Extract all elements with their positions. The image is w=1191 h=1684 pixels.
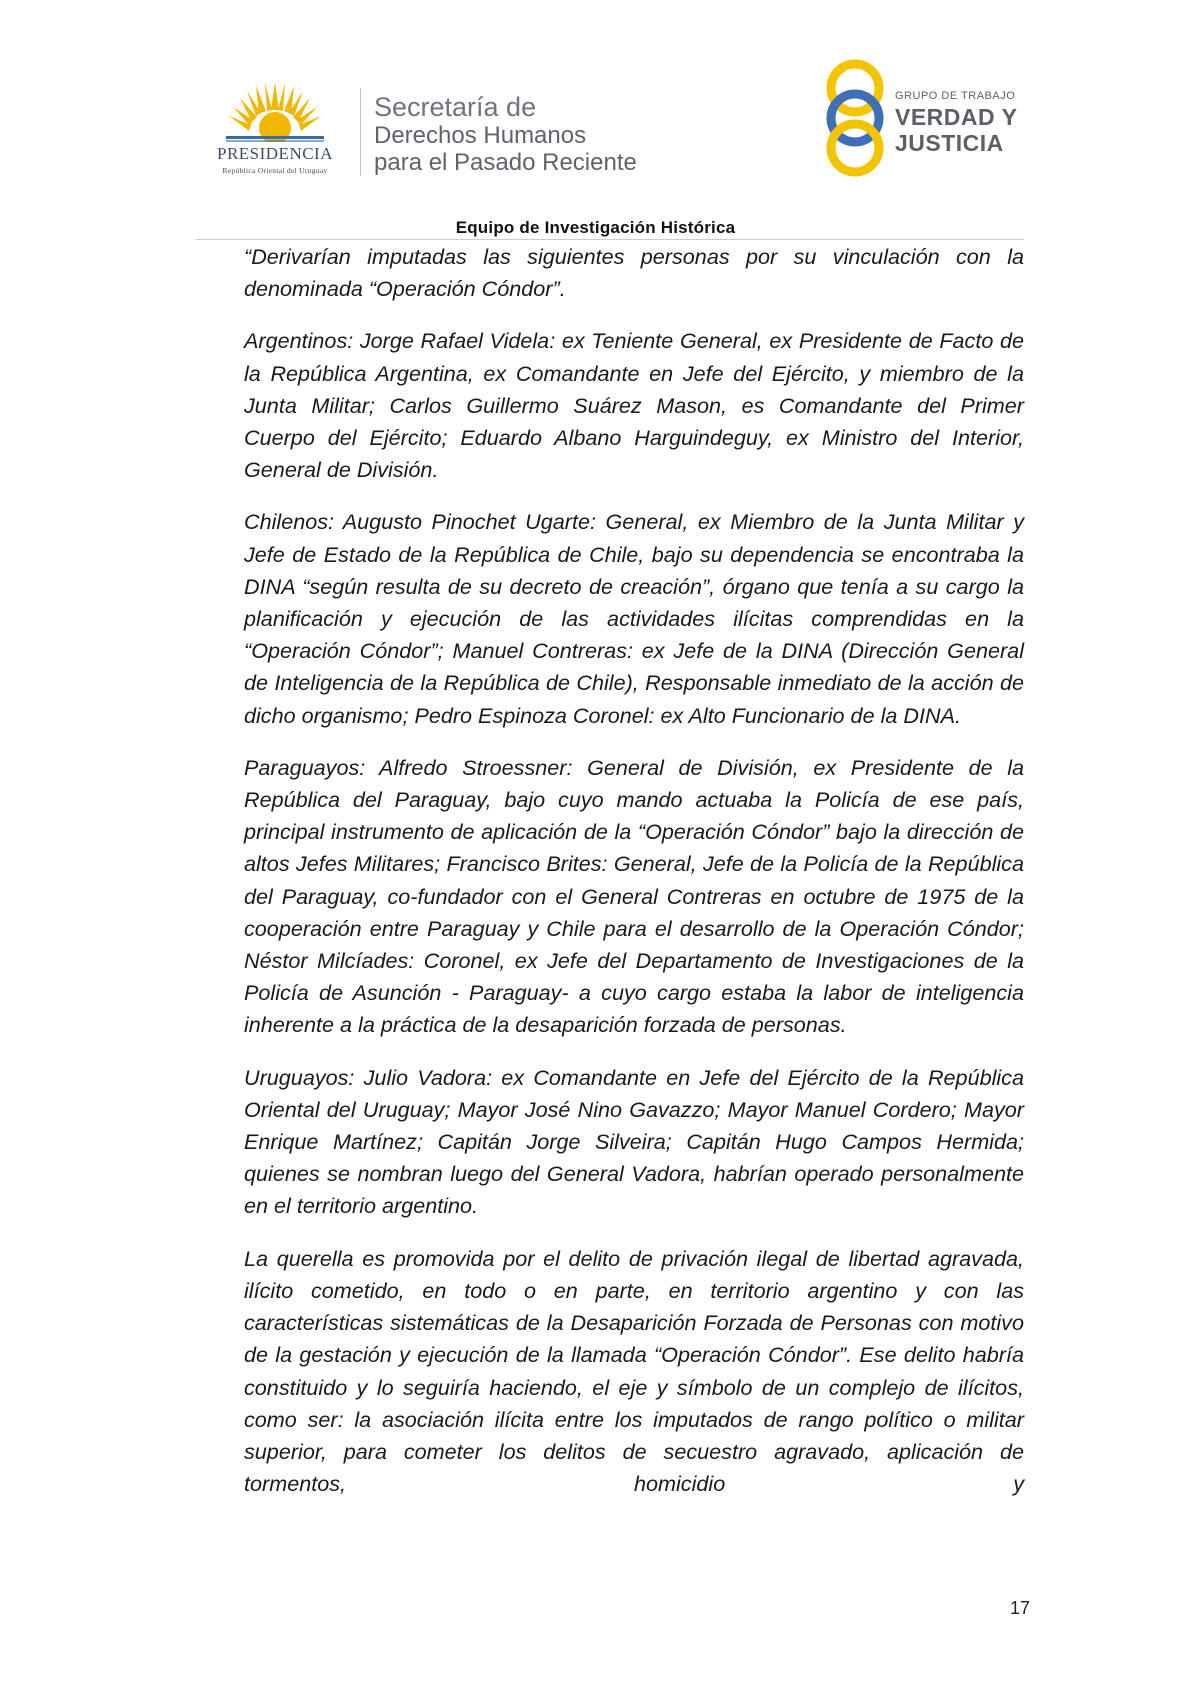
paragraph-paraguayos: Paraguayos: Alfredo Stroessner: General de División, ex Presidente de la República del Paraguay, bajo cuyo mando actuaba la Policía de ese país, principal instrumento de aplicación de la “Operación Cóndor” bajo la dirección de altos Jefes Militares; Francisco Brites: General, Jefe de la Policía de la República del Paraguay, co-fundador con el General Contreras en octubre de 1975 de la cooperación entre Paraguay y Chile para el desarrollo de la Operación Cóndor; Néstor Milcíades: Coronel, ex Jefe del Departamento de Investigaciones de la Policía de Asunción - Paraguay- a cuyo cargo estaba la labor de inteligencia inherente a la práctica de la desaparición forzada de personas. (244, 754, 1024, 1038)
grupo-line-3: JUSTICIA (895, 130, 1004, 156)
secretaria-line-1: Secretaría de (374, 92, 537, 122)
header-divider (360, 88, 361, 176)
team-title: Equipo de Investigación Histórica (455, 218, 736, 237)
paragraph-uruguayos: Uruguayos: Julio Vadora: ex Comandante en Jefe del Ejército de la República Oriental del Uruguay; Mayor José Nino Gavazzo; Mayor Manuel Cordero; Mayor Enrique Martínez; Capitán Jorge Silveira; Capitán Hugo Campos Hermida; quienes se nombran luego del General Vadora, habrían operado personalmente en el territorio argentino. (244, 1064, 1024, 1219)
secretaria-line-2: Derechos Humanos (374, 122, 587, 149)
document-body (244, 241, 1024, 1520)
presidencia-name: PRESIDENCIA (216, 144, 333, 163)
paragraph-chilenos: Chilenos: Augusto Pinochet Ugarte: General, ex Miembro de la Junta Militar y Jefe de Estado de la República de Chile, bajo su dependencia se encontraba la DINA “según resulta de su decreto de creación”, órgano que tenía a su cargo la planificación y ejecución de las actividades ilícitas comprendidas en la “Operación Cóndor”; Manuel Contreras: ex Jefe de la DINA (Dirección General de Inteligencia de la República de Chile), Responsable inmediato de la acción de dicho organismo; Pedro Espinoza Coronel: ex Alto Funcionario de la DINA. (244, 509, 1024, 728)
paragraph-querella: La querella es promovida por el delito de privación ilegal de libertad agravada, ilícito cometido, en todo o en parte, en territorio argentino y con las características sistemáticas de la Desaparición Forzada de Personas con motivo de la gestación y ejecución de la llamada “Operación Cóndor”. Ese delito habría constituido y lo seguiría haciendo, el eje y símbolo de un complejo de ilícitos, como ser: la asociación ilícita entre los imputados de rango político o militar superior, para cometer los delitos de secuestro agravado, aplicación de tormentos, homicidio y (244, 1245, 1024, 1497)
grupo-line-2: VERDAD Y (895, 104, 1018, 130)
secretaria-line-3: para el Pasado Reciente (374, 149, 637, 176)
secretaria-logo-text (374, 92, 714, 176)
paragraph-argentinos: Argentinos: Jorge Rafael Videla: ex Teniente General, ex Presidente de Facto de la República Argentina, ex Comandante en Jefe del Ejército, y miembro de la Junta Militar; Carlos Guillermo Suárez Mason, es Comandante del Primer Cuerpo del Ejército; Eduardo Albano Harguindeguy, ex Ministro del Interior, General de División. (244, 328, 1024, 483)
presidencia-subtitle: República Oriental del Uruguay (222, 166, 328, 175)
grupo-line-1: GRUPO DE TRABAJO (895, 90, 1016, 102)
page-header (0, 0, 1191, 240)
presidencia-logo (196, 80, 354, 180)
sun-icon (226, 80, 324, 142)
paragraph-intro: “Derivarían imputadas las siguientes personas por su vinculación con la denominada “Operación Cóndor”. (244, 244, 1024, 302)
rings-icon (820, 58, 890, 178)
grupo-trabajo-logo (820, 58, 1040, 178)
header-rule (196, 239, 1024, 240)
page-number: 17 (1009, 1598, 1030, 1618)
